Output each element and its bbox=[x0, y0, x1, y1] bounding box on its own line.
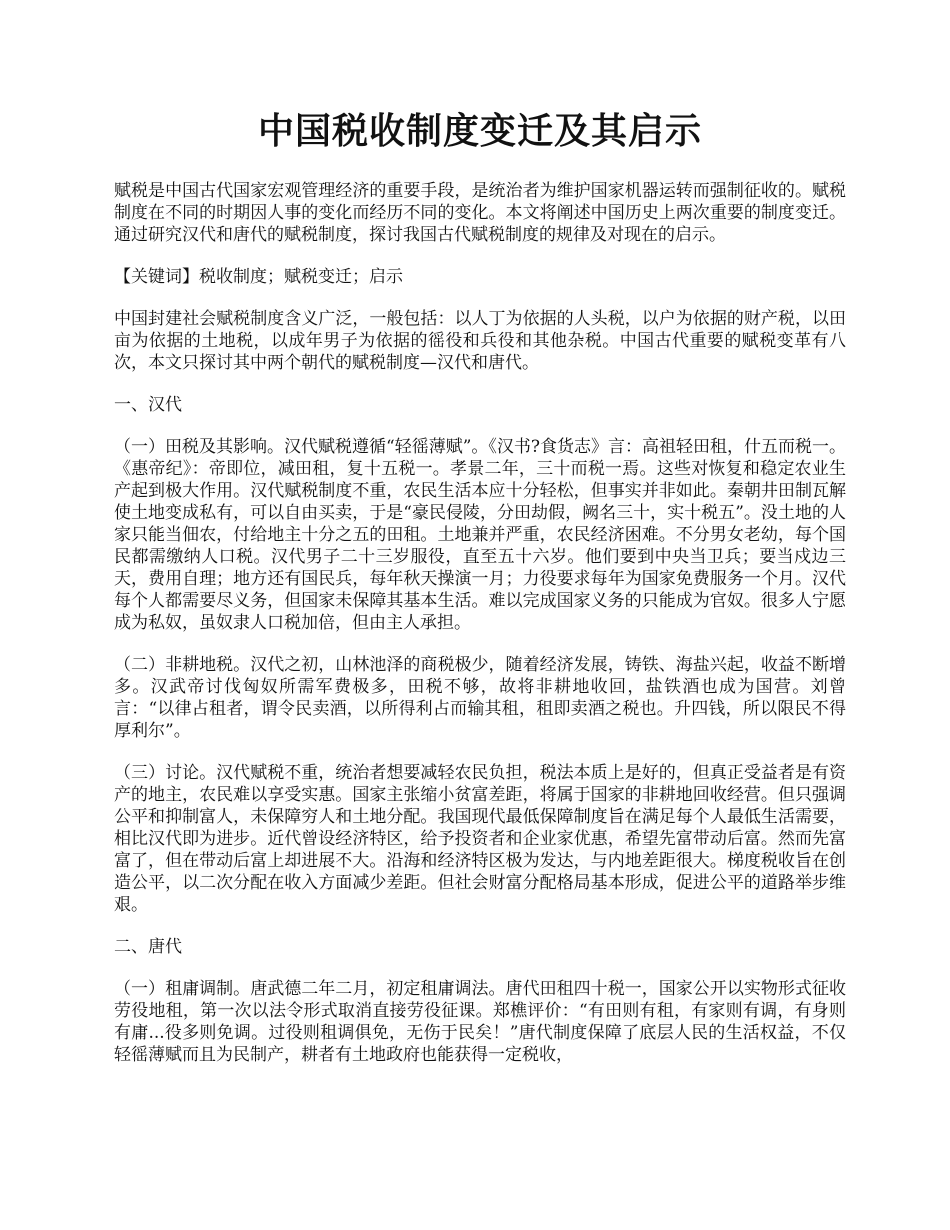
han-discussion-paragraph: （三）讨论。汉代赋税不重，统治者想要减轻农民负担，税法本质上是好的，但真正受益者是有资产的地主，农民难以享受实惠。国家主张缩小贫富差距，将属于国家的非耕地回收经营。但只强调公平和抑制富人，未保障穷人和土地分配。我国现代最低保障制度旨在满足每个人最低生活需要，相比汉代即为进步。近代曾设经济特区，给予投资者和企业家优惠，希望先富带动后富。然而先富富了，但在带动后富上却进展不大。沿海和经济特区极为发达，与内地差距很大。梯度税收旨在创造公平，以二次分配在收入方面减少差距。但社会财富分配格局基本形成，促进公平的道路举步维艰。 bbox=[114, 763, 846, 916]
page-title: 中国税收制度变迁及其启示 bbox=[257, 110, 702, 152]
han-nonfarm-tax-paragraph: （二）非耕地税。汉代之初，山林池泽的商税极少，随着经济发展，铸铁、海盐兴起，收益不断增多。汉武帝讨伐匈奴所需军费极多，田税不够，故将非耕地收回，盐铁酒也成为国营。刘曾言：“以律占租者，谓令民卖酒，以所得利占而输其租，租即卖酒之税也。升四钱，所以限民不得厚利尔”。 bbox=[114, 655, 846, 742]
keywords-paragraph: 【关键词】税收制度；赋税变迁；启示 bbox=[114, 267, 403, 288]
han-field-tax-paragraph: （一）田税及其影响。汉代赋税遵循“轻徭薄赋”。《汉书?食货志》言：高祖轻田租，什五而税一。《惠帝纪》：帝即位，减田租，复十五税一。孝景二年，三十而税一焉。这些对恢复和稳定农业生产起到极大作用。汉代赋税制度不重，农民生活本应十分轻松，但事实并非如此。秦朝井田制瓦解使土地变成私有，可以自由买卖，于是“豪民侵陵，分田劫假，阙名三十，实十税五”。没土地的人家只能当佃农，付给地主十分之五的田租。土地兼并严重，农民经济困难。不分男女老幼，每个国民都需缴纳人口税。汉代男子二十三岁服役，直至五十六岁。他们要到中央当卫兵；要当戍边三天，费用自理；地方还有国民兵，每年秋天操演一月；力役要求每年为国家免费服务一个月。汉代每个人都需要尽义务，但国家未保障其基本生活。难以完成国家义务的只能成为官奴。很多人宁愿成为私奴，虽奴隶人口税加倍，但由主人承担。 bbox=[114, 437, 846, 634]
section-heading-tang: 二、唐代 bbox=[114, 937, 182, 958]
intro-paragraph: 中国封建社会赋税制度含义广泛，一般包括：以人丁为依据的人头税，以户为依据的财产税，以田亩为依据的土地税，以成年男子为依据的徭役和兵役和其他杂税。中国古代重要的赋税变革有八次，本文只探讨其中两个朝代的赋税制度—汉代和唐代。 bbox=[114, 309, 846, 374]
document-page bbox=[114, 110, 846, 1086]
tang-zuyongdiao-paragraph: （一）租庸调制。唐武德二年二月，初定租庸调法。唐代田租四十税一，国家公开以实物形式征收劳役地租，第一次以法令形式取消直接劳役征课。郑樵评价：“有田则有租，有家则有调，有身则有庸...役多则免调。过役则租调俱免，无伤于民矣！”唐代制度保障了底层人民的生活权益，不仅轻徭薄赋而且为民制产，耕者有土地政府也能获得一定税收， bbox=[114, 979, 846, 1066]
section-heading-han: 一、汉代 bbox=[114, 395, 182, 416]
abstract-paragraph: 赋税是中国古代国家宏观管理经济的重要手段，是统治者为维护国家机器运转而强制征收的。赋税制度在不同的时期因人事的变化而经历不同的变化。本文将阐述中国历史上两次重要的制度变迁。通过研究汉代和唐代的赋税制度，探讨我国古代赋税制度的规律及对现在的启示。 bbox=[114, 181, 846, 246]
